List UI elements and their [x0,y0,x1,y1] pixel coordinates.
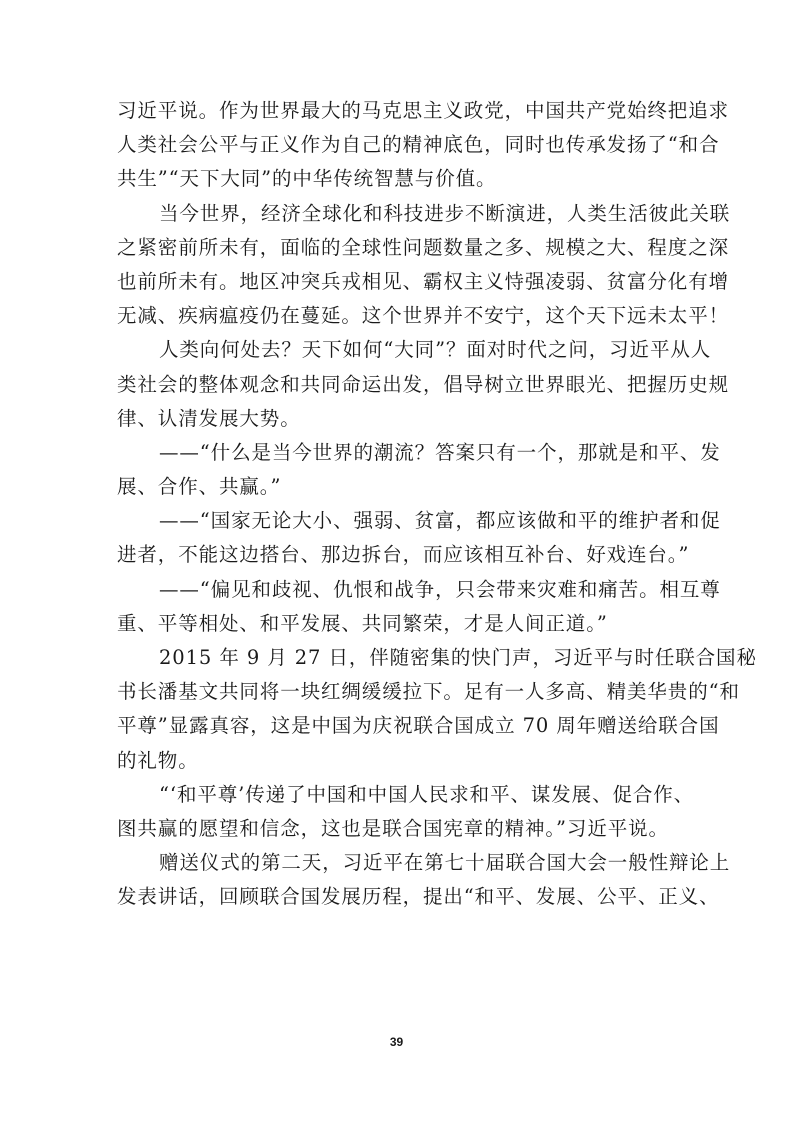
text-line: 无减、疾病瘟疫仍在蔓延。这个世界并不安宁，这个天下远未太平！ [117,304,730,328]
text-line: 发表讲话，回顾联合国发展历程，提出“和平、发展、公平、正义、 [117,885,720,909]
text-line: ——“偏见和歧视、仇恨和战争，只会带来灾难和痛苦。相互尊 [159,577,721,601]
text-line: 律、认清发展大势。 [117,406,301,430]
document-body [117,94,757,915]
text-line: 赠送仪式的第二天，习近平在第七十届联合国大会一般性辩论上 [159,851,731,875]
text-line: 共生”“天下大同”的中华传统智慧与价值。 [117,167,497,191]
text-line: 也前所未有。地区冲突兵戎相见、霸权主义恃强凌弱、贫富分化有增 [117,269,730,293]
page-number: 39 [389,1035,404,1049]
text-line: 类社会的整体观念和共同命运出发，倡导树立世界眼光、把握历史规 [117,372,730,396]
text-line: 进者，不能这边搭台、那边拆台，而应该相互补台、好戏连台。” [117,543,690,567]
text-line: 的礼物。 [117,748,199,772]
text-line: 展、合作、共赢。” [117,475,282,499]
text-line: 2015 年 9 月 27 日，伴随密集的快门声，习近平与时任联合国秘 [159,646,757,669]
text-line: 习近平说。作为世界最大的马克思主义政党，中国共产党始终把追求 [117,99,730,122]
text-line: 书长潘基文共同将一块红绸缓缓拉下。足有一人多高、精美华贵的“和 [117,680,740,704]
text-line: ——“什么是当今世界的潮流？答案只有一个，那就是和平、发 [159,440,721,464]
text-line: 图共赢的愿望和信念，这也是联合国宪章的精神。”习近平说。 [117,816,669,840]
text-line: 人类向何处去？天下如何“大同”？面对时代之问，习近平从人 [159,338,712,362]
text-line: 当今世界，经济全球化和科技进步不断演进，人类生活彼此关联 [159,201,731,225]
text-line: “‘和平尊’传递了中国和中国人民求和平、谋发展、促合作、 [159,782,695,806]
text-line: 重、平等相处、和平发展、共同繁荣，才是人间正道。” [117,611,608,635]
text-line: ——“国家无论大小、强弱、贫富，都应该做和平的维护者和促 [159,509,721,533]
text-line: 人类社会公平与正义作为自己的精神底色，同时也传承发扬了“和合 [117,133,720,157]
text-line: 平尊”显露真容，这是中国为庆祝联合国成立 70 周年赠送给联合国 [117,714,720,738]
text-line: 之紧密前所未有，面临的全球性问题数量之多、规模之大、程度之深 [117,235,730,259]
